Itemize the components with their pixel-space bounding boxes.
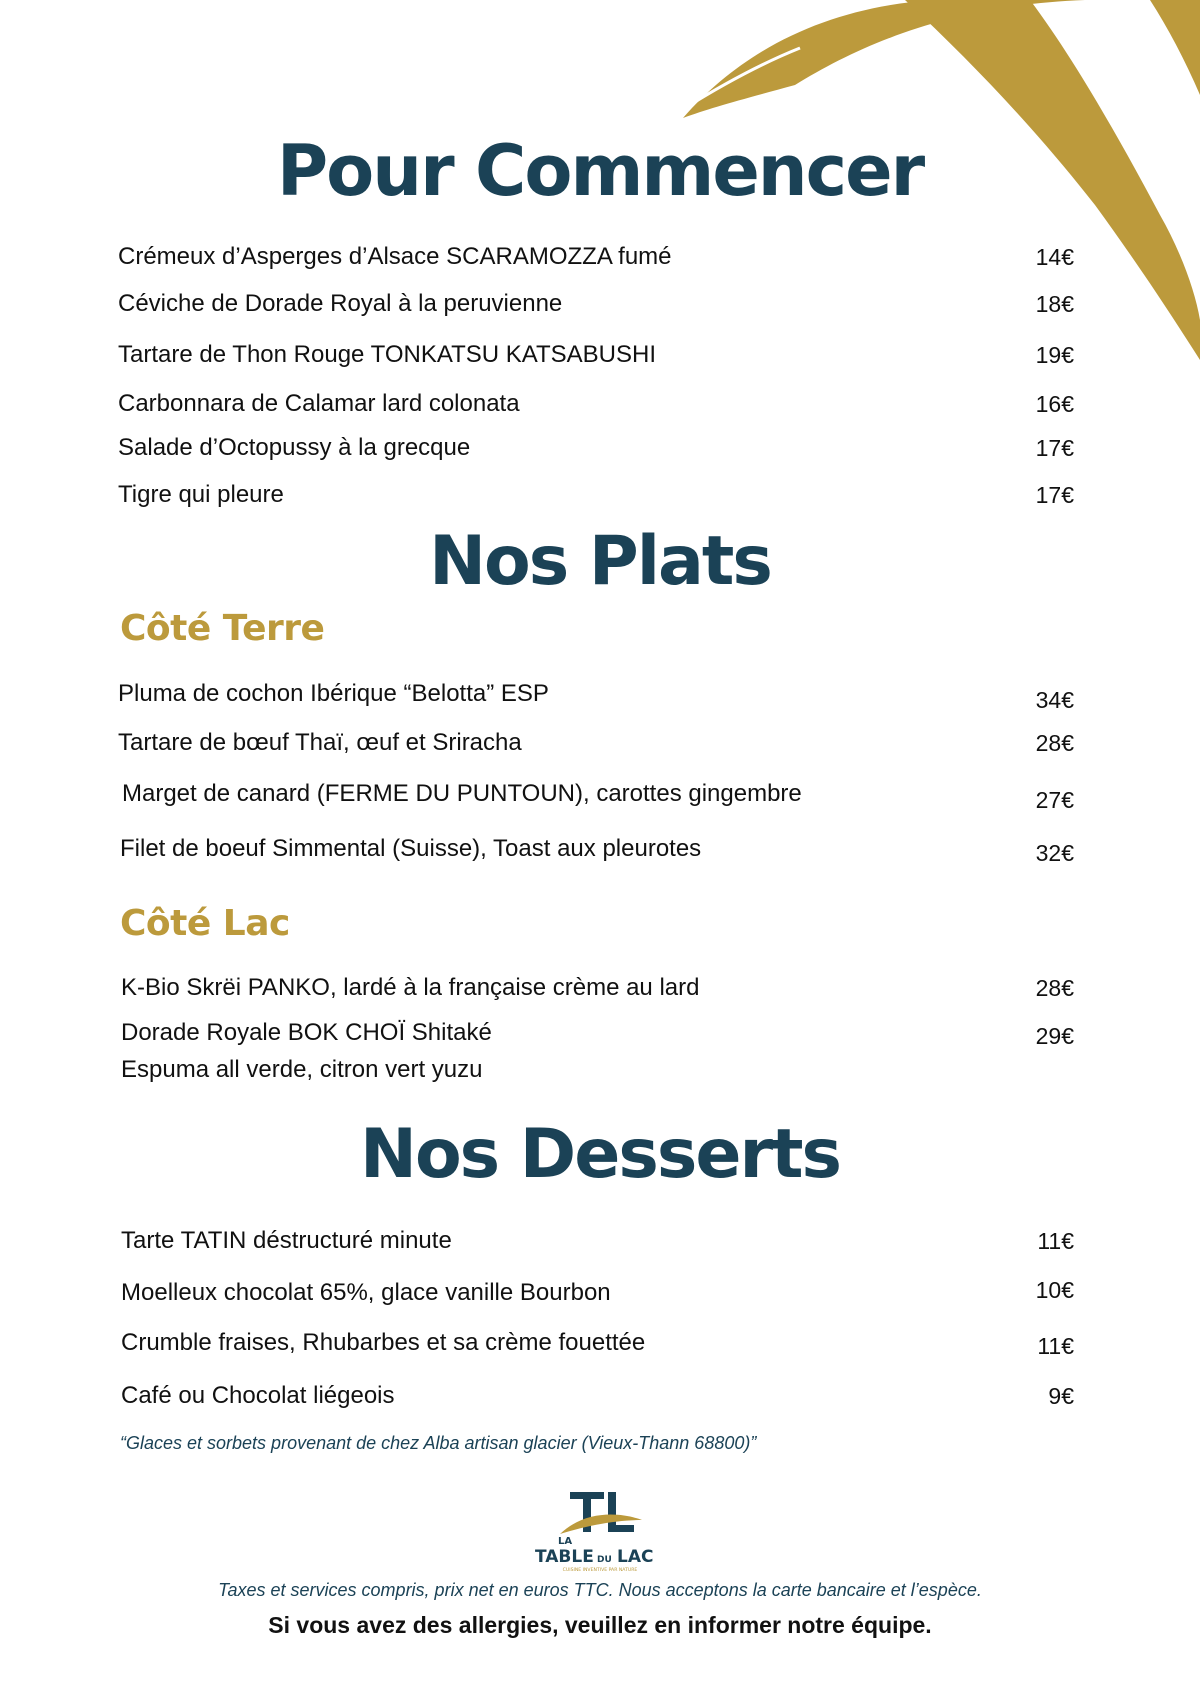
menu-item-name: Tartare de Thon Rouge TONKATSU KATSABUSHI (118, 341, 657, 368)
menu-item-row (118, 726, 1074, 760)
menu-item-price: 17€ (1035, 482, 1074, 508)
ice-cream-note: “Glaces et sorbets provenant de chez Alba artisan glacier (Vieux-Thann 68800)” (120, 1433, 757, 1453)
menu-item-row (118, 1326, 1074, 1360)
desserts-title: Nos Desserts (360, 1115, 840, 1194)
menu-item-row (118, 478, 1074, 512)
menu-item-row (118, 971, 1074, 1005)
menu-item-row (118, 1379, 1074, 1413)
menu-item-row (118, 431, 1074, 465)
mains-title: Nos Plats (429, 522, 771, 601)
svg-text:CUISINE INVENTIVE PAR NATURE: CUISINE INVENTIVE PAR NATURE (562, 1568, 638, 1573)
menu-item-name: Pluma de cochon Ibérique “Belotta” ESP (118, 680, 549, 707)
menu-item-name: Filet de boeuf Simmental (Suisse), Toast aux pleurotes (120, 835, 702, 862)
menu-item-row (118, 240, 1074, 274)
menu-item-name: Salade d’Octopussy à la grecque (118, 434, 471, 461)
menu-item-name: Tartare de bœuf Thaï, œuf et Sriracha (118, 729, 522, 756)
menu-item-price: 28€ (1035, 975, 1074, 1001)
footer-allergy-notice: Si vous avez des allergies, veuillez en informer notre équipe. (268, 1612, 932, 1638)
menu-item-price: 29€ (1035, 1023, 1074, 1049)
menu-item-price: 19€ (1035, 342, 1074, 368)
menu-item-price: 11€ (1037, 1228, 1074, 1254)
menu-item-price: 32€ (1035, 840, 1074, 866)
menu-item-row (118, 1016, 1074, 1083)
menu-item-row (118, 287, 1074, 321)
menu-item-name: Dorade Royale BOK CHOÏ Shitaké (121, 1019, 492, 1046)
menu-item-price: 14€ (1035, 244, 1074, 270)
menu-item-name: K-Bio Skrëi PANKO, lardé à la française crème au lard (121, 974, 700, 1001)
menu-item-row (118, 1224, 1074, 1258)
lac-subtitle: Côté Lac (120, 903, 290, 944)
menu-item-row (118, 338, 1074, 372)
menu-item-name: Marget de canard (FERME DU PUNTOUN), carottes gingembre (122, 780, 802, 807)
menu-item-price: 28€ (1035, 730, 1074, 756)
svg-text:LA: LA (558, 1536, 573, 1547)
menu-item-name: Tigre qui pleure (118, 481, 284, 508)
menu-item-price: 27€ (1035, 787, 1074, 813)
menu-item-price: 34€ (1035, 687, 1074, 713)
menu-item-row (118, 1276, 1074, 1310)
menu-item-name: Moelleux chocolat 65%, glace vanille Bourbon (121, 1279, 611, 1306)
menu-item-row (118, 677, 1074, 711)
menu-item-price: 17€ (1035, 435, 1074, 461)
footer-tax-note: Taxes et services compris, prix net en euros TTC. Nous acceptons la carte bancaire et l’espèce. (218, 1580, 982, 1600)
menu-item-row (118, 777, 1074, 811)
terre-subtitle: Côté Terre (120, 608, 325, 649)
menu-item-price: 9€ (1048, 1383, 1074, 1409)
svg-text:LAC: LAC (617, 1547, 654, 1567)
menu-item-name: Tarte TATIN déstructuré minute (121, 1227, 452, 1254)
menu-item-price: 11€ (1037, 1333, 1074, 1359)
svg-text:DU: DU (597, 1555, 612, 1565)
la-table-du-lac-logo (530, 1490, 670, 1574)
menu-item-name: Café ou Chocolat liégeois (121, 1382, 395, 1409)
menu-item-row (118, 832, 1074, 866)
menu-item-name: Crumble fraises, Rhubarbes et sa crème fouettée (121, 1329, 646, 1356)
menu-item-price: 16€ (1035, 391, 1074, 417)
menu-item-name: Carbonnara de Calamar lard colonata (118, 390, 520, 417)
menu-item-price: 18€ (1035, 291, 1074, 317)
svg-text:TABLE: TABLE (535, 1547, 594, 1567)
menu-item-name: Céviche de Dorade Royal à la peruvienne (118, 290, 563, 317)
menu-item-price: 10€ (1035, 1277, 1074, 1303)
menu-item-row (118, 387, 1074, 421)
menu-item-name: Crémeux d’Asperges d’Alsace SCARAMOZZA fumé (118, 243, 672, 270)
starters-title: Pour Commencer (276, 130, 924, 212)
menu-item-description: Espuma all verde, citron vert yuzu (121, 1056, 483, 1083)
